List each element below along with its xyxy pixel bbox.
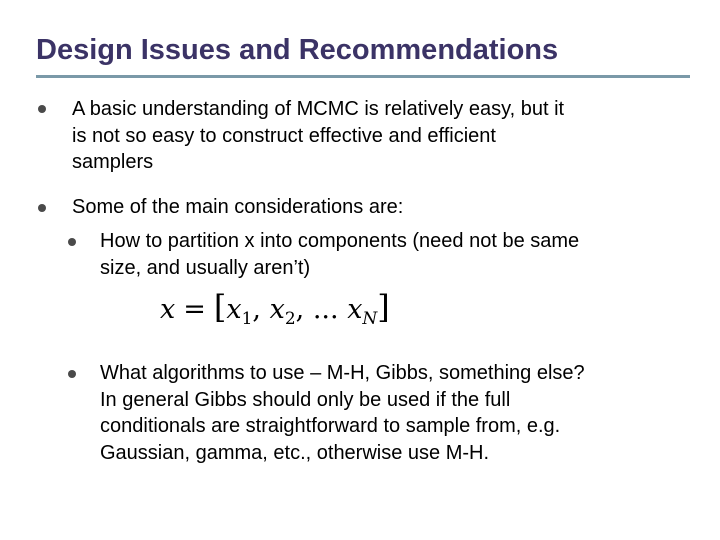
equation-comma: ,: [252, 294, 261, 325]
equation-sub-1: 1: [241, 309, 253, 329]
equation-lhs: x: [160, 294, 176, 325]
equation-equals: =: [183, 294, 206, 325]
equation-comma: ,: [295, 294, 305, 325]
sub-bullet-partition: [100, 228, 579, 281]
sub-bullet-dot: [68, 370, 76, 378]
sub-bullet-algorithms: [100, 360, 585, 466]
bullet-text-line: A basic understanding of MCMC is relatively easy, but it: [72, 98, 565, 120]
equation-sub-n: N: [362, 309, 378, 329]
bullet-basic-understanding: [72, 96, 564, 176]
equation-x1: x: [226, 294, 242, 325]
equation-x2: x: [269, 294, 285, 325]
equation-open-bracket: [: [213, 288, 227, 326]
equation-sub-2: 2: [284, 309, 296, 329]
equation-close-bracket: ]: [377, 288, 390, 326]
bullet-text-line: How to partition x into components (need not be same: [100, 230, 580, 252]
bullet-dot: [38, 105, 46, 113]
equation-ellipsis: ...: [312, 294, 339, 325]
bullet-text-line: Some of the main considerations are:: [72, 196, 404, 218]
partition-equation: [160, 288, 390, 329]
bullet-main-considerations: [72, 194, 403, 221]
bullet-text-line: In general Gibbs should only be used if the full: [100, 388, 511, 411]
bullet-text-line: size, and usually aren’t): [100, 256, 311, 279]
bullet-text-line: is not so easy to construct effective and efficient: [72, 124, 496, 147]
sub-bullet-dot: [68, 238, 76, 246]
bullet-text-line: samplers: [72, 151, 154, 173]
title-divider: [36, 75, 690, 78]
page-title: Design Issues and Recommendations: [36, 34, 559, 66]
bullet-dot: [38, 204, 46, 212]
equation-xn: x: [347, 294, 363, 325]
bullet-text-line: What algorithms to use – M-H, Gibbs, something else?: [100, 362, 585, 384]
bullet-text-line: conditionals are straightforward to sample from, e.g.: [100, 415, 561, 437]
bullet-text-line: Gaussian, gamma, etc., otherwise use M-H.: [100, 441, 490, 464]
